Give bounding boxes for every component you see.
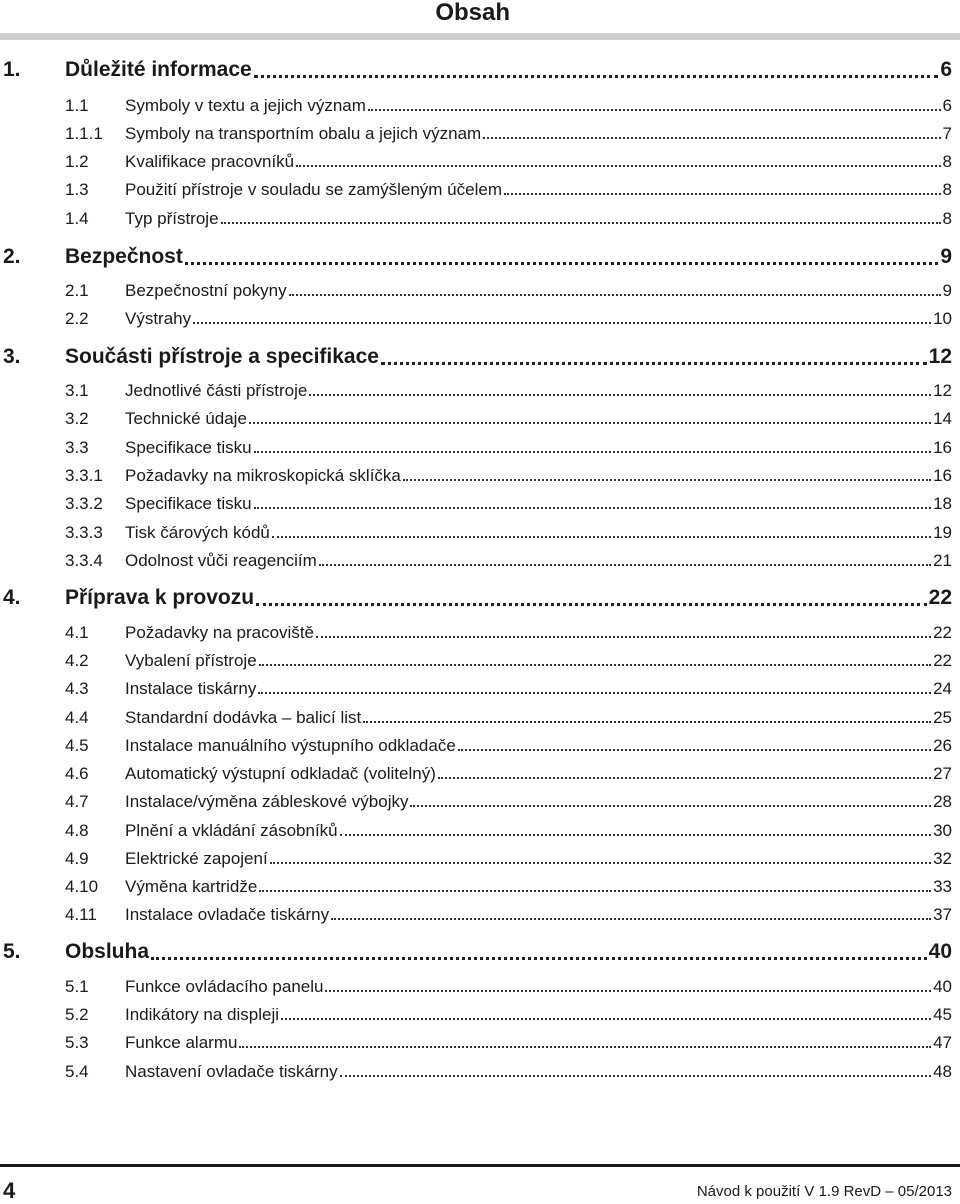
toc-entry[interactable]	[0, 877, 960, 897]
toc-leader	[254, 507, 931, 509]
toc-page: 8	[942, 180, 952, 199]
toc-title: Požadavky na mikroskopická sklíčka	[125, 466, 401, 485]
toc-title: Instalace ovladače tiskárny	[125, 905, 330, 924]
toc-leader	[249, 422, 931, 424]
toc-page: 40	[933, 977, 952, 996]
toc-title: Funkce ovládacího panelu	[125, 977, 324, 996]
toc-page: 9	[940, 245, 952, 268]
toc-title: Elektrické zapojení	[125, 849, 268, 868]
toc-number: 4.8	[65, 821, 89, 840]
toc-title: Funkce alarmu	[125, 1033, 238, 1052]
toc-entry[interactable]	[0, 523, 960, 543]
toc-title: Automatický výstupní odkladač (volitelný)	[125, 764, 436, 783]
toc-leader	[504, 193, 941, 195]
toc-page: 12	[933, 381, 952, 400]
toc-number: 4.4	[65, 708, 89, 727]
toc-leader	[410, 805, 931, 807]
toc-leader	[259, 890, 931, 892]
toc-number: 3.3.4	[65, 551, 103, 570]
toc-page: 45	[933, 1005, 952, 1024]
toc-title: Použití přístroje v souladu se zamýšleným účelem	[125, 180, 502, 199]
toc-entry[interactable]	[0, 438, 960, 458]
toc-title: Symboly v textu a jejich význam	[125, 96, 366, 115]
toc-page: 12	[928, 345, 952, 368]
toc-number: 1.1.1	[65, 124, 103, 143]
toc-number: 1.3	[65, 180, 89, 199]
toc-leader	[254, 451, 931, 453]
toc-leader	[239, 1046, 931, 1048]
toc-entry[interactable]	[0, 764, 960, 784]
toc-leader	[363, 721, 931, 723]
toc-title: Součásti přístroje a specifikace	[65, 345, 379, 368]
toc-entry[interactable]	[0, 381, 960, 401]
toc-leader	[316, 636, 931, 638]
toc-page: 9	[942, 281, 952, 300]
toc-entry[interactable]	[0, 1005, 960, 1025]
toc-number: 4.7	[65, 792, 89, 811]
toc-entry[interactable]	[0, 679, 960, 699]
toc-page: 18	[933, 494, 952, 513]
toc-title: Výměna kartridže	[125, 877, 258, 896]
toc-number: 3.	[3, 345, 21, 368]
toc-number: 3.3.3	[65, 523, 103, 542]
toc-number: 5.	[3, 940, 21, 963]
toc-entry[interactable]	[0, 152, 960, 172]
toc-title: Symboly na transportním obalu a jejich význam	[125, 124, 482, 143]
toc-number: 2.1	[65, 281, 89, 300]
toc-entry[interactable]	[0, 623, 960, 643]
toc-entry[interactable]	[0, 551, 960, 571]
toc-page: 8	[942, 152, 952, 171]
toc-title: Výstrahy	[125, 309, 192, 328]
footer-document-info: Návod k použití V 1.9 RevD – 05/2013	[696, 1183, 952, 1200]
toc-page: 16	[933, 438, 952, 457]
toc-page: 21	[933, 551, 952, 570]
toc-entry[interactable]	[0, 792, 960, 812]
toc-number: 4.11	[65, 905, 97, 924]
toc-entry[interactable]	[0, 736, 960, 756]
toc-title: Instalace tiskárny	[125, 679, 257, 698]
toc-entry[interactable]	[0, 309, 960, 329]
toc-chapter[interactable]	[0, 940, 960, 964]
toc-page: 33	[933, 877, 952, 896]
toc-title: Instalace/výměna zábleskové výbojky	[125, 792, 409, 811]
toc-number: 2.	[3, 245, 21, 268]
toc-page: 6	[942, 96, 952, 115]
toc-leader	[254, 75, 939, 78]
toc-leader	[258, 692, 931, 694]
toc-leader	[259, 664, 931, 666]
toc-leader	[289, 294, 941, 296]
toc-chapter[interactable]	[0, 586, 960, 610]
toc-page: 22	[933, 651, 952, 670]
toc-page: 19	[933, 523, 952, 542]
toc-page: 10	[933, 309, 952, 328]
toc-number: 5.2	[65, 1005, 89, 1024]
toc-page: 28	[933, 792, 952, 811]
toc-entry[interactable]	[0, 708, 960, 728]
toc-leader	[340, 834, 931, 836]
toc-title: Odolnost vůči reagenciím	[125, 551, 317, 570]
toc-number: 3.3.1	[65, 466, 103, 485]
toc-leader	[340, 1075, 931, 1077]
toc-number: 1.2	[65, 152, 89, 171]
toc-number: 1.	[3, 58, 21, 81]
toc-number: 3.1	[65, 381, 89, 400]
toc-title: Nastavení ovladače tiskárny	[125, 1062, 338, 1081]
toc-title: Standardní dodávka – balicí list	[125, 708, 362, 727]
toc-leader	[296, 165, 940, 167]
toc-page: 30	[933, 821, 952, 840]
toc-number: 4.5	[65, 736, 89, 755]
toc-title: Obsluha	[65, 940, 150, 963]
toc-leader	[270, 862, 931, 864]
toc-title: Bezpečnostní pokyny	[125, 281, 287, 300]
toc-number: 3.3.2	[65, 494, 103, 513]
toc-leader	[281, 1018, 931, 1020]
toc-leader	[256, 603, 927, 606]
toc-entry[interactable]	[0, 281, 960, 301]
toc-entry[interactable]	[0, 96, 960, 116]
toc-leader	[381, 362, 927, 365]
toc-chapter[interactable]	[0, 345, 960, 369]
toc-entry[interactable]	[0, 124, 960, 144]
toc-title: Indikátory na displeji	[125, 1005, 280, 1024]
toc-number: 4.	[3, 586, 21, 609]
toc-number: 4.2	[65, 651, 89, 670]
toc-page: 16	[933, 466, 952, 485]
footer-page-number: 4	[3, 1178, 16, 1203]
toc-title: Bezpečnost	[65, 245, 183, 268]
toc-page: 7	[942, 124, 952, 143]
toc-leader	[309, 394, 931, 396]
toc-title: Plnění a vkládání zásobníků	[125, 821, 338, 840]
toc-title: Vybalení přístroje	[125, 651, 257, 670]
toc-page: 22	[928, 586, 952, 609]
toc-number: 1.4	[65, 209, 89, 228]
toc-title: Kvalifikace pracovníků	[125, 152, 295, 171]
toc-page: 47	[933, 1033, 952, 1052]
toc-chapter[interactable]	[0, 58, 960, 82]
toc-number: 5.4	[65, 1062, 89, 1081]
footer-rule	[0, 1164, 960, 1167]
toc-page: 25	[933, 708, 952, 727]
toc-title: Instalace manuálního výstupního odkladače	[125, 736, 456, 755]
toc-leader	[325, 990, 931, 992]
toc-number: 4.10	[65, 877, 99, 896]
toc-entry[interactable]	[0, 651, 960, 671]
toc-leader	[151, 957, 927, 960]
toc-title: Tisk čárových kódů	[125, 523, 270, 542]
toc-number: 4.3	[65, 679, 89, 698]
toc-number: 4.1	[65, 623, 89, 642]
toc-number: 3.3	[65, 438, 89, 457]
toc-page: 26	[933, 736, 952, 755]
toc-page: 37	[933, 905, 952, 924]
toc-page: 14	[933, 409, 952, 428]
toc-page: 6	[940, 58, 952, 81]
toc-number: 4.6	[65, 764, 89, 783]
toc-number: 5.1	[65, 977, 89, 996]
toc-number: 5.3	[65, 1033, 89, 1052]
header-rule	[0, 33, 960, 40]
toc-entry[interactable]	[0, 849, 960, 869]
toc-number: 3.2	[65, 409, 89, 428]
toc-entry[interactable]	[0, 209, 960, 229]
toc-leader	[331, 918, 931, 920]
toc-entry[interactable]	[0, 977, 960, 997]
toc-entry[interactable]	[0, 409, 960, 429]
toc-title: Jednotlivé části přístroje	[125, 381, 308, 400]
toc-leader	[438, 777, 931, 779]
toc-page: 40	[928, 940, 952, 963]
toc-entry[interactable]	[0, 494, 960, 514]
toc-page: 22	[933, 623, 952, 642]
toc-title: Specifikace tisku	[125, 438, 252, 457]
toc-leader	[193, 322, 931, 324]
toc-entry[interactable]	[0, 1062, 960, 1082]
toc-entry[interactable]	[0, 180, 960, 200]
toc-title: Typ přístroje	[125, 209, 219, 228]
toc-title: Důležité informace	[65, 58, 252, 81]
toc-leader	[458, 749, 931, 751]
toc-entry[interactable]	[0, 821, 960, 841]
toc-leader	[483, 137, 940, 139]
toc-leader	[221, 222, 941, 224]
toc-title: Příprava k provozu	[65, 586, 255, 609]
toc-title: Technické údaje	[125, 409, 247, 428]
toc-number: 4.9	[65, 849, 89, 868]
toc-page: 48	[933, 1062, 952, 1081]
toc-number: 2.2	[65, 309, 89, 328]
toc-chapter[interactable]	[0, 245, 960, 269]
page-title-text: Obsah	[435, 0, 510, 26]
toc-page: 8	[942, 209, 952, 228]
toc-entry[interactable]	[0, 905, 960, 925]
toc-page: 27	[933, 764, 952, 783]
toc-leader	[185, 262, 938, 265]
toc-leader	[272, 536, 931, 538]
toc-leader	[319, 564, 931, 566]
toc-leader	[368, 109, 941, 111]
toc-number: 1.1	[65, 96, 89, 115]
toc-entry[interactable]	[0, 466, 960, 486]
toc-page: 32	[933, 849, 952, 868]
toc-entry[interactable]	[0, 1033, 960, 1053]
toc-title: Specifikace tisku	[125, 494, 252, 513]
toc-page: 24	[933, 679, 952, 698]
toc-title: Požadavky na pracoviště	[125, 623, 314, 642]
toc-leader	[403, 479, 931, 481]
